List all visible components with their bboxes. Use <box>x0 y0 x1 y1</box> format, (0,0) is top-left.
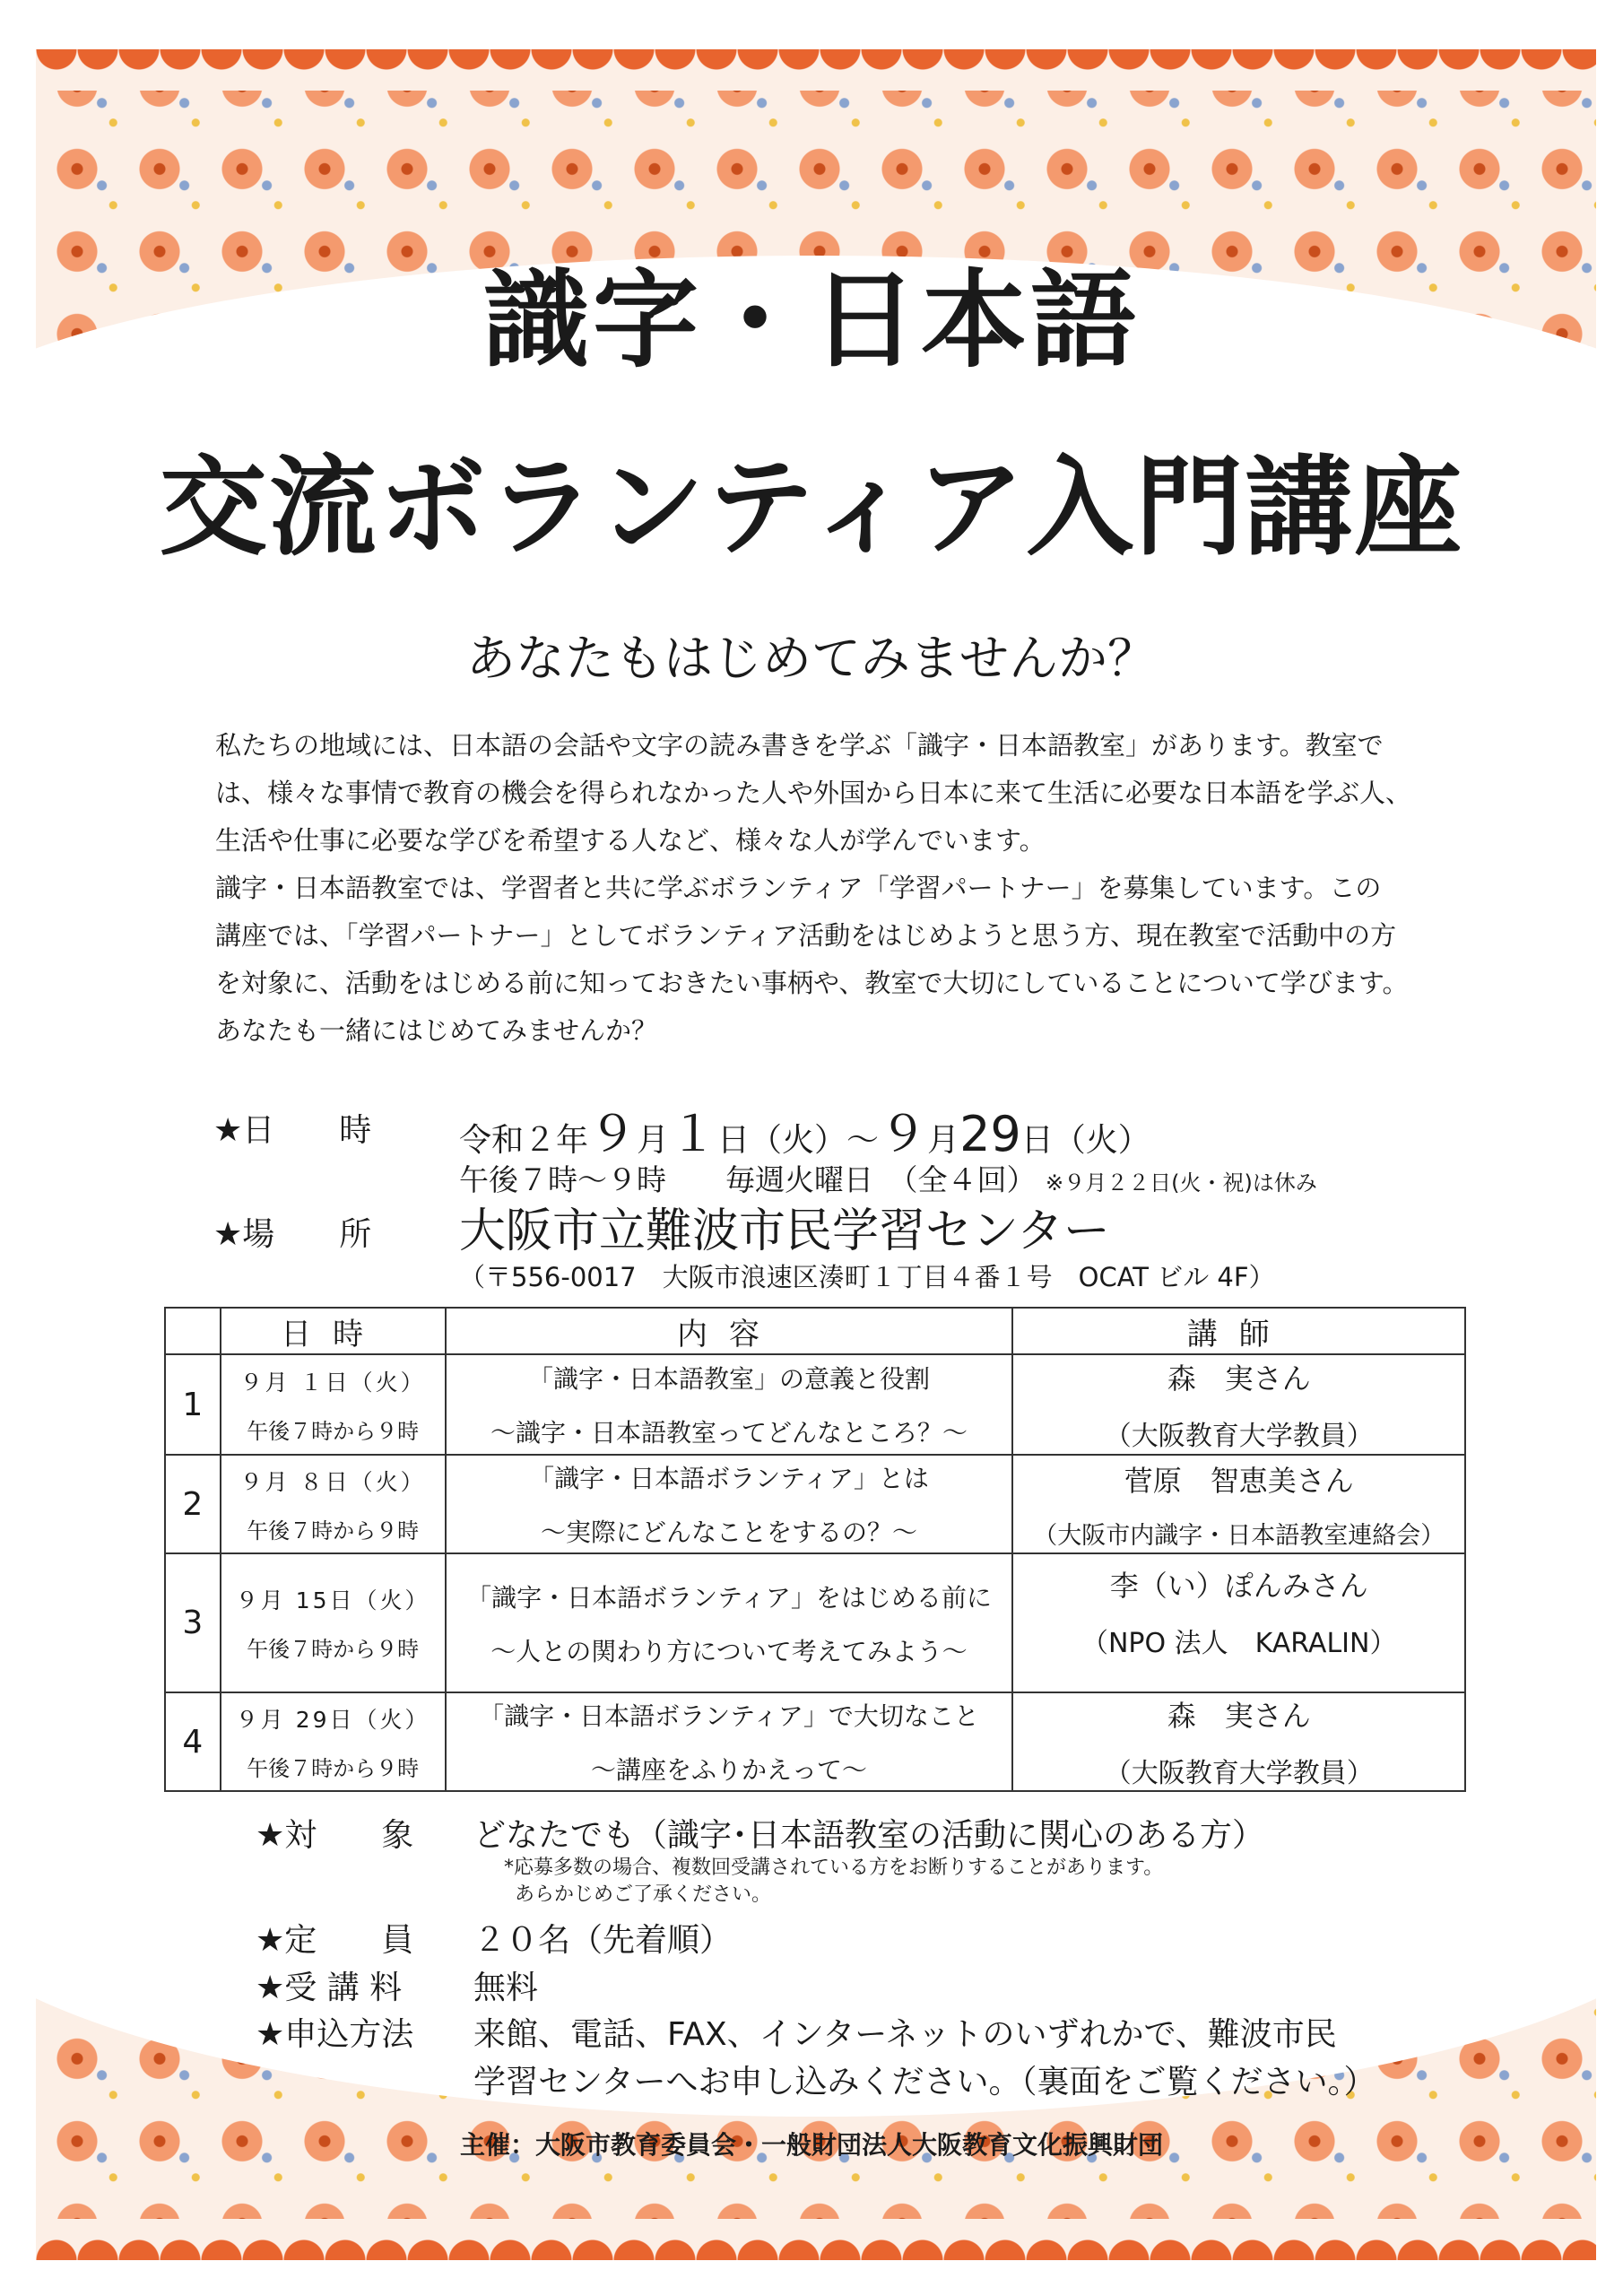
row-time: 午後７時から９時 <box>247 1755 420 1781</box>
datetime-holiday-note: ※９月２２日(火・祝)は休み <box>1046 1170 1317 1196</box>
row-time: 午後７時から９時 <box>247 1518 420 1544</box>
datetime-month-2: ９ <box>879 1106 928 1162</box>
target-note-1: *応募多数の場合、複数回受講されている方をお断りすることがあります。 <box>504 1857 1164 1879</box>
row-date: ９月 １日（火） <box>239 1369 426 1396</box>
scallop-edge-top <box>36 49 1596 91</box>
row-lecturer-affiliation: （大阪教育大学教員） <box>1104 1758 1374 1789</box>
subtitle: あなたもはじめてみませんか？ <box>465 630 1157 687</box>
row-content <box>446 1692 1013 1791</box>
datetime-day-2: 29 <box>959 1106 1021 1162</box>
title-line-2: 交流ボランティア入門講座 <box>159 446 1464 570</box>
row-content-subtitle: ～実際にどんなことをするの？～ <box>540 1518 917 1547</box>
intro-line: を対象に、活動をはじめる前に知っておきたい事柄や、教室で大切にしていることについて学びます。 <box>215 968 1409 998</box>
table-row <box>165 1354 1465 1455</box>
intro-paragraph <box>215 722 1462 1055</box>
header-content: 内容 <box>446 1308 1013 1354</box>
row-date: ９月 ８日（火） <box>239 1468 426 1495</box>
datetime-prefix: 令和２年 <box>459 1122 589 1159</box>
row-lecturer <box>1012 1692 1465 1791</box>
venue-address: （〒556-0017 大阪市浪速区湊町１丁目４番１号 OCAT ビル 4F） <box>459 1262 1275 1292</box>
intro-line: 私たちの地域には、日本語の会話や文字の読み書きを学ぶ「識字・日本語教室」があります。教室で <box>215 730 1384 761</box>
apply-line-2: 学習センターへお申し込みください。（裏面をご覧ください。） <box>473 2064 1376 2100</box>
row-content-subtitle: ～人との関わり方について考えてみよう～ <box>490 1636 968 1666</box>
header-datetime: 日時 <box>221 1308 446 1354</box>
table-header-row <box>165 1308 1465 1354</box>
datetime-month-1: ９ <box>588 1106 638 1162</box>
row-content <box>446 1553 1013 1692</box>
capacity-value: ２０名（先着順） <box>473 1922 733 1959</box>
datetime-value <box>459 1096 1150 1165</box>
intro-line: あなたも一緒にはじめてみませんか？ <box>215 1015 658 1046</box>
row-lecturer-affiliation: （大阪教育大学教員） <box>1104 1421 1374 1452</box>
row-lecturer-name: 李（い）ぽんみさん <box>1109 1569 1368 1603</box>
target-label: ★対 象 <box>256 1817 414 1854</box>
row-lecturer <box>1012 1553 1465 1692</box>
row-number: 4 <box>165 1692 221 1791</box>
row-lecturer-name: 森 実さん <box>1167 1361 1311 1396</box>
datetime-month-unit-2: 月 <box>927 1122 960 1159</box>
row-content-subtitle: ～識字・日本語教室ってどんなところ？～ <box>490 1418 968 1448</box>
fee-label: ★受 講 料 <box>256 1970 403 2006</box>
row-lecturer-name: 菅原 智恵美さん <box>1124 1463 1354 1498</box>
target-value: どなたでも（識字･日本語教室の活動に関心のある方） <box>473 1817 1265 1854</box>
row-lecturer-affiliation: （大阪市内識字・日本語教室連絡会） <box>1033 1521 1445 1550</box>
row-time: 午後７時から９時 <box>247 1637 420 1662</box>
header-no <box>165 1308 221 1354</box>
title-line-1: 識字・日本語 <box>482 258 1140 382</box>
row-lecturer <box>1012 1354 1465 1455</box>
datetime-time-text: 午後７時～９時 毎週火曜日 （全４回） <box>459 1162 1037 1197</box>
intro-line: 識字・日本語教室では、学習者と共に学ぶボランティア「学習パートナー」を募集しています。この <box>215 873 1382 903</box>
row-number: 1 <box>165 1354 221 1455</box>
row-number: 3 <box>165 1553 221 1692</box>
row-datetime <box>221 1692 446 1791</box>
schedule-table <box>164 1307 1466 1792</box>
datetime-day-unit-2: 日（火） <box>1020 1122 1150 1159</box>
intro-line: 生活や仕事に必要な学びを希望する人など、様々な人が学んでいます。 <box>215 825 1046 856</box>
row-content <box>446 1455 1013 1553</box>
datetime-day-unit: 日（火）～ <box>717 1122 880 1159</box>
intro-line: 講座では、「学習パートナー」としてボランティア活動をはじめようと思う方、現在教室で活動中の方 <box>215 920 1397 951</box>
datetime-day-1: １ <box>669 1106 718 1162</box>
venue-label: ★場 所 <box>213 1216 372 1253</box>
apply-label: ★申込方法 <box>256 2016 414 2053</box>
scallop-edge-bottom <box>36 2219 1596 2260</box>
row-lecturer <box>1012 1455 1465 1553</box>
datetime-label: ★日 時 <box>213 1112 372 1149</box>
header-lecturer: 講師 <box>1012 1308 1465 1354</box>
row-content-title: 「識字・日本語ボランティア」とは <box>529 1464 929 1493</box>
table-row <box>165 1553 1465 1692</box>
row-lecturer-affiliation: （NPO 法人 KARALIN） <box>1081 1628 1397 1659</box>
sponsor: 主催：大阪市教育委員会・一般財団法人大阪教育文化振興財団 <box>459 2130 1163 2160</box>
row-datetime <box>221 1354 446 1455</box>
row-content-title: 「識字・日本語ボランティア」で大切なこと <box>479 1701 979 1731</box>
venue-name: 大阪市立難波市民学習センター <box>459 1205 1110 1258</box>
row-content-title: 「識字・日本語教室」の意義と役割 <box>527 1364 930 1394</box>
row-date: ９月 29日（火） <box>235 1706 430 1733</box>
row-lecturer-name: 森 実さん <box>1167 1699 1311 1733</box>
row-datetime <box>221 1553 446 1692</box>
row-content-subtitle: ～講座をふりかえって～ <box>590 1755 867 1785</box>
row-time: 午後７時から９時 <box>247 1418 420 1444</box>
target-note-2: あらかじめご了承ください。 <box>515 1883 772 1906</box>
fee-value: 無料 <box>473 1970 539 2006</box>
intro-line: は、様々な事情で教育の機会を得られなかった人や外国から日本に来て生活に必要な日本語を学ぶ人、 <box>215 778 1412 808</box>
row-number: 2 <box>165 1455 221 1553</box>
capacity-label: ★定 員 <box>256 1922 414 1959</box>
row-date: ９月 15日（火） <box>235 1587 430 1613</box>
datetime-month-unit: 月 <box>637 1122 670 1159</box>
table-row <box>165 1692 1465 1791</box>
table-row <box>165 1455 1465 1553</box>
apply-line-1: 来館、電話、FAX、インターネットのいずれかで、難波市民 <box>473 2016 1337 2053</box>
row-datetime <box>221 1455 446 1553</box>
row-content <box>446 1354 1013 1455</box>
row-content-title: 「識字・日本語ボランティア」をはじめる前に <box>466 1582 992 1613</box>
